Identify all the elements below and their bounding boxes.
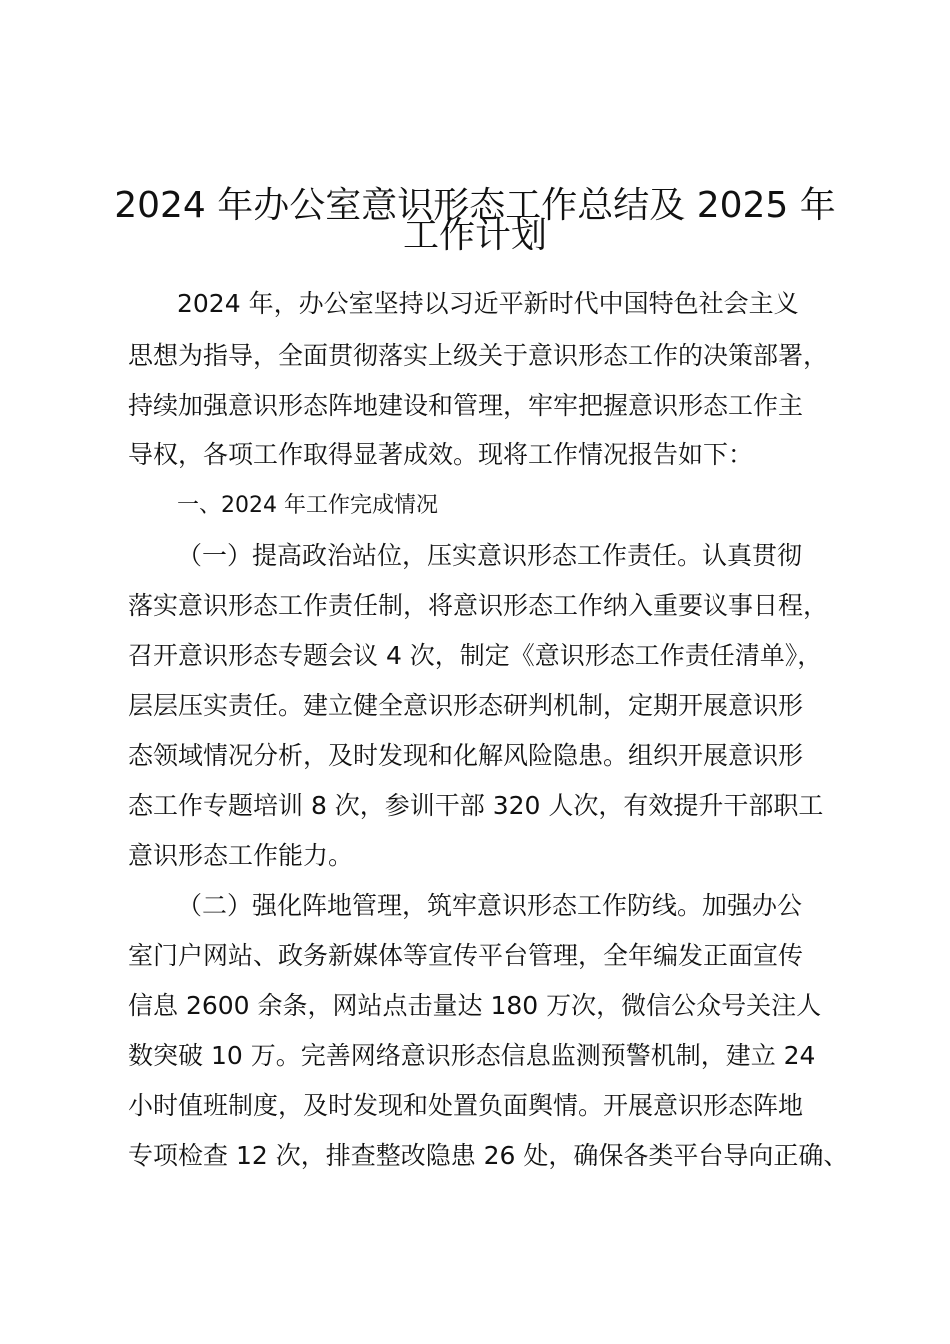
paragraph-line: 信息 2600 余条，网站点击量达 180 万次，微信公众号关注人	[128, 991, 822, 1020]
paragraph-line: 意识形态工作能力。	[128, 841, 354, 870]
paragraph-line: （一）提高政治站位，压实意识形态工作责任。认真贯彻	[177, 541, 803, 570]
paragraph-line: 思想为指导，全面贯彻落实上级关于意识形态工作的决策部署，	[128, 341, 829, 370]
document-title-line-1: 2024 年办公室意识形态工作总结及 2025 年	[114, 185, 836, 226]
paragraph-line: 层层压实责任。建立健全意识形态研判机制，定期开展意识形	[128, 691, 804, 720]
paragraph-line: 小时值班制度，及时发现和处置负面舆情。开展意识形态阵地	[128, 1091, 804, 1120]
paragraph-line: 态领域情况分析，及时发现和化解风险隐患。组织开展意识形	[128, 741, 804, 770]
paragraph-line: 2024 年，办公室坚持以习近平新时代中国特色社会主义	[177, 289, 799, 318]
paragraph-line: （二）强化阵地管理，筑牢意识形态工作防线。加强办公	[177, 891, 803, 920]
paragraph-line: 专项检查 12 次，排查整改隐患 26 处，确保各类平台导向正确、	[128, 1141, 849, 1170]
paragraph-line: 召开意识形态专题会议 4 次，制定《意识形态工作责任清单》，	[128, 641, 823, 670]
paragraph-line: 态工作专题培训 8 次，参训干部 320 人次，有效提升干部职工	[128, 791, 824, 820]
paragraph-line: 数突破 10 万。完善网络意识形态信息监测预警机制，建立 24	[128, 1041, 816, 1070]
document-title-line-2: 工作计划	[402, 215, 547, 256]
paragraph-line: 室门户网站、政务新媒体等宣传平台管理，全年编发正面宣传	[128, 941, 804, 970]
paragraph-line: 导权，各项工作取得显著成效。现将工作情况报告如下：	[128, 440, 754, 469]
section-heading: 一、2024 年工作完成情况	[177, 493, 438, 518]
paragraph-line: 持续加强意识形态阵地建设和管理，牢牢把握意识形态工作主	[128, 391, 804, 420]
paragraph-line: 落实意识形态工作责任制，将意识形态工作纳入重要议事日程，	[128, 591, 829, 620]
